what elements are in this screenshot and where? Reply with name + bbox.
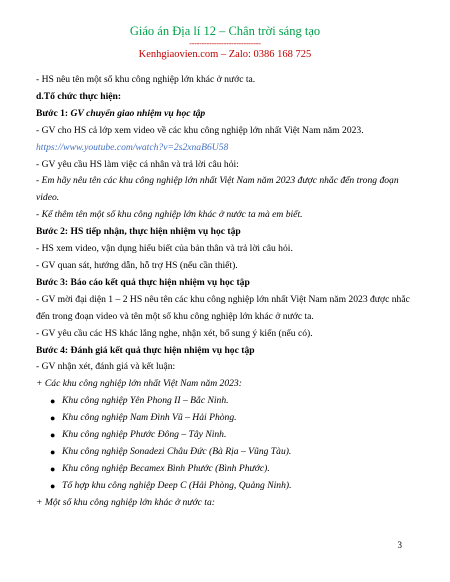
list-item: ● Khu công nghiệp Phước Đông – Tây Ninh. — [36, 427, 416, 444]
header-title: Giáo án Địa lí 12 – Chân trời sáng tạo — [129, 24, 321, 38]
page-number: 3 — [397, 540, 402, 550]
paragraph: - GV nhận xét, đánh giá và kết luận: — [36, 361, 176, 373]
step-3-heading: Bước 3: Báo cáo kết quả thực hiện nhiệm vụ học tập — [36, 276, 250, 288]
list-item: ● Tổ hợp khu công nghiệp Deep C (Hải Phòng, Quảng Ninh). — [36, 478, 416, 495]
paragraph: - HS nêu tên một số khu công nghiệp lớn khác ở nước ta. — [36, 74, 256, 85]
document-body — [36, 72, 416, 512]
paragraph: - HS xem video, vận dụng hiểu biết của bản thân và trả lời câu hỏi. — [36, 243, 293, 255]
paragraph: - GV cho HS cả lớp xem video về các khu công nghiệp lớn nhất Việt Nam năm 2023. — [36, 124, 364, 136]
video-link[interactable]: https://www.youtube.com/watch?v=2s2xnaB6U58 — [36, 141, 229, 153]
step-1-heading — [36, 106, 416, 123]
bullet-icon: ● — [50, 446, 56, 457]
paragraph: - GV yêu cầu các HS khác lắng nghe, nhận xét, bổ sung ý kiến (nếu có). — [36, 327, 313, 339]
list-item: ● Khu công nghiệp Sonadezi Châu Đức (Bà Rịa – Vũng Tàu). — [36, 444, 416, 461]
list-item: ● Khu công nghiệp Nam Đình Vũ – Hải Phòng. — [36, 410, 416, 427]
paragraph: - GV yêu cầu HS làm việc cá nhân và trả lời câu hỏi: — [36, 158, 239, 170]
question-1: - Em hãy nêu tên các khu công nghiệp lớn nhất Việt Nam năm 2023 được nhắc đến trong đoạn video. — [36, 175, 399, 204]
step-2-heading: Bước 2: HS tiếp nhận, thực hiện nhiệm vụ học tập — [36, 226, 241, 238]
list-item: ● Khu công nghiệp Becamex Bình Phước (Bình Phước). — [36, 461, 416, 478]
header-divider: ----------------------------- — [189, 39, 261, 48]
bullet-icon: ● — [50, 463, 56, 474]
question-2: - Kể thêm tên một số khu công nghiệp lớn khác ở nước ta mà em biết. — [36, 209, 303, 221]
page-header — [0, 24, 450, 62]
list-item: ● Khu công nghiệp Yên Phong II – Bắc Ninh. — [36, 393, 416, 410]
step-4-heading: Bước 4: Đánh giá kết quả thực hiện nhiệm vụ học tập — [36, 344, 255, 356]
section-heading: d.Tổ chức thực hiện: — [36, 90, 122, 102]
bullet-icon: ● — [50, 430, 56, 441]
step-1-label: Bước 1: — [36, 107, 71, 119]
bullet-icon: ● — [50, 480, 56, 491]
list-heading: + Các khu công nghiệp lớn nhất Việt Nam năm 2023: — [36, 378, 242, 390]
list-heading: + Một số khu công nghiệp lớn khác ở nước ta: — [36, 496, 215, 508]
paragraph: - GV quan sát, hướng dẫn, hỗ trợ HS (nếu cần thiết). — [36, 259, 238, 271]
bullet-icon: ● — [50, 396, 56, 407]
bullet-icon: ● — [50, 413, 56, 424]
paragraph: - GV mời đại diện 1 – 2 HS nêu tên các khu công nghiệp lớn nhất Việt Nam năm 2023 được nhắc đến trong đoạn video và tên một số khu công nghiệp lớn khác ở nước ta. — [36, 293, 410, 322]
step-1-title: GV chuyển giao nhiệm vụ học tập — [70, 107, 206, 119]
header-site-contact: Kenhgiaovien.com – Zalo: 0386 168 725 — [138, 49, 312, 60]
